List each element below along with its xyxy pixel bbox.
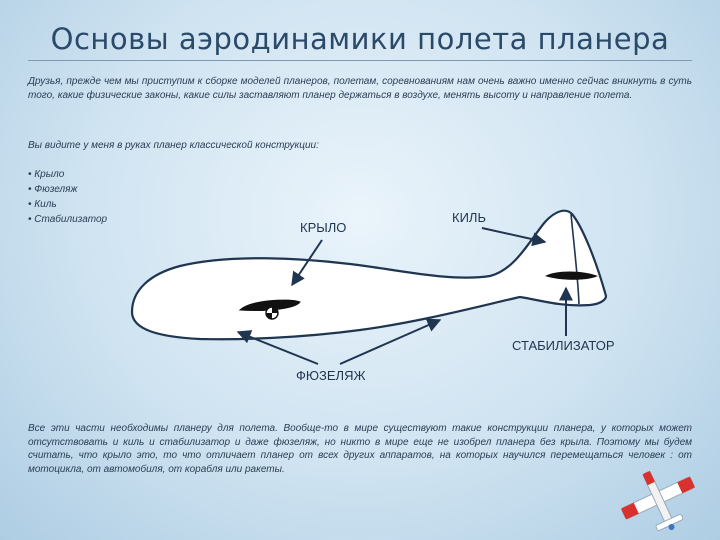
conclusion-paragraph: Все эти части необходимы планеру для полета. Вообще-то в мире существуют такие конструкции планера, у которых может отсутствовать и киль и стабилизатор и даже фюзеляж, но никто в мире еще не изобрел планера без крыла. Поэтому мы будем считать, что крыло это, то что отличает планер от всех других аппаратов, на которых научился перемещаться человек : от мотоцикла, от автомобиля, от корабля или ракеты. [28,423,692,475]
list-item: • Киль [28,197,107,212]
fin-label: КИЛЬ [452,210,486,225]
list-item: • Фюзеляж [28,182,107,197]
subtitle-paragraph: Вы видите у меня в руках планер классической конструкции: [28,140,319,151]
list-item: • Стабилизатор [28,212,107,227]
stabilizer-label: СТАБИЛИЗАТОР [512,338,615,353]
glider-silhouette [132,211,606,340]
wing-label: КРЫЛО [300,220,347,235]
fuselage-label: ФЮЗЕЛЯЖ [296,368,366,383]
page-title: Основы аэродинамики полета планера [50,22,670,56]
intro-paragraph: Друзья, прежде чем мы приступим к сборке моделей планеров, полетам, соревнованиям нам очень важно именно сейчас вникнуть в суть того, какие физические законы, какие силы заставляют планер держаться в воздухе, менять высоту и направление полета. [28,76,692,101]
center-of-gravity-icon [266,307,278,319]
list-item: • Крыло [28,167,107,182]
